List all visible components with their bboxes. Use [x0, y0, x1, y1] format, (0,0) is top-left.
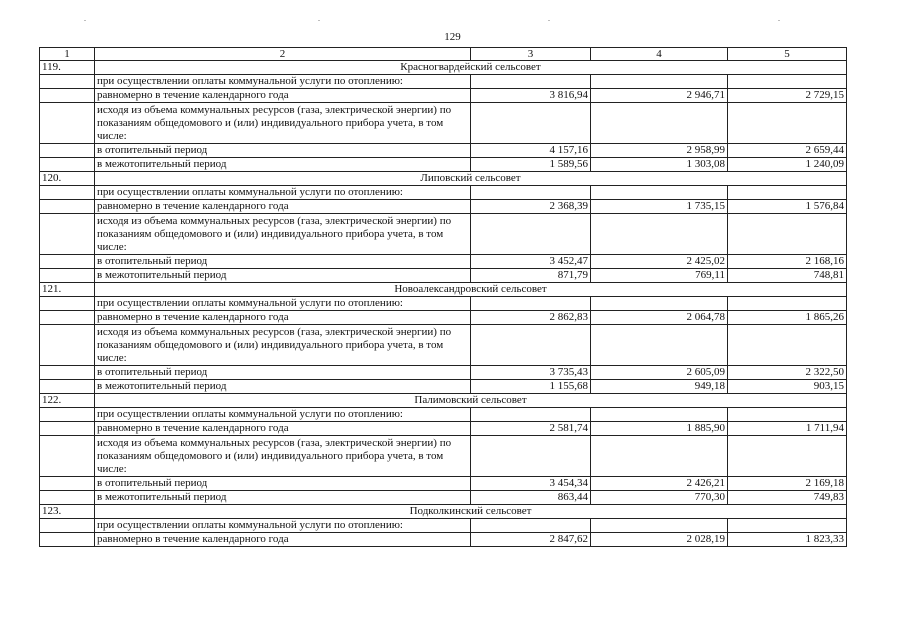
- row-label: в межотопительный период: [95, 269, 471, 283]
- empty-number-cell: [40, 491, 95, 505]
- empty-number-cell: [40, 477, 95, 491]
- table-row: [40, 144, 847, 158]
- value-cell-5: 748,81: [728, 269, 847, 283]
- scan-dot: .: [548, 14, 550, 23]
- value-cell-5: 903,15: [728, 380, 847, 394]
- row-label: в отопительный период: [95, 366, 471, 380]
- value-cell-4: 2 946,71: [591, 89, 728, 103]
- value-cell-4: 1 885,90: [591, 422, 728, 436]
- empty-number-cell: [40, 380, 95, 394]
- value-cell-4: 1 303,08: [591, 158, 728, 172]
- value-cell-5: [728, 103, 847, 144]
- empty-number-cell: [40, 533, 95, 547]
- tariff-table: [39, 47, 847, 547]
- row-label: равномерно в течение календарного года: [95, 89, 471, 103]
- value-cell-3: 3 454,34: [471, 477, 591, 491]
- empty-number-cell: [40, 366, 95, 380]
- scan-dot: .: [84, 14, 86, 23]
- table-row: [40, 200, 847, 214]
- value-cell-3: [471, 297, 591, 311]
- value-cell-5: 1 240,09: [728, 158, 847, 172]
- value-cell-3: [471, 186, 591, 200]
- row-label: в межотопительный период: [95, 491, 471, 505]
- empty-number-cell: [40, 422, 95, 436]
- table-row: [40, 297, 847, 311]
- empty-number-cell: [40, 311, 95, 325]
- section-name: Подколкинский сельсовет: [95, 505, 847, 519]
- section-header-row: [40, 283, 847, 297]
- empty-number-cell: [40, 255, 95, 269]
- empty-number-cell: [40, 186, 95, 200]
- table-row: [40, 186, 847, 200]
- section-name: Липовский сельсовет: [95, 172, 847, 186]
- value-cell-3: [471, 436, 591, 477]
- tariff-table-body: [40, 48, 847, 547]
- value-cell-5: 2 659,44: [728, 144, 847, 158]
- value-cell-4: [591, 519, 728, 533]
- row-label: исходя из объема коммунальных ресурсов (газа, электрической энергии) по показаниям общедомового и (или) индивидуального прибора учета, в том числе:: [95, 103, 471, 144]
- section-number: 121.: [40, 283, 95, 297]
- row-label: в отопительный период: [95, 144, 471, 158]
- value-cell-3: [471, 408, 591, 422]
- value-cell-4: 2 425,02: [591, 255, 728, 269]
- value-cell-5: 1 711,94: [728, 422, 847, 436]
- row-label: в межотопительный период: [95, 158, 471, 172]
- row-label: равномерно в течение календарного года: [95, 422, 471, 436]
- empty-number-cell: [40, 214, 95, 255]
- empty-number-cell: [40, 75, 95, 89]
- table-row: [40, 477, 847, 491]
- empty-number-cell: [40, 144, 95, 158]
- table-row: [40, 311, 847, 325]
- table-row: [40, 366, 847, 380]
- value-cell-3: 1 155,68: [471, 380, 591, 394]
- empty-number-cell: [40, 519, 95, 533]
- table-row: [40, 269, 847, 283]
- section-name: Палимовский сельсовет: [95, 394, 847, 408]
- value-cell-3: 2 581,74: [471, 422, 591, 436]
- scan-dot: .: [318, 14, 320, 23]
- value-cell-3: 2 862,83: [471, 311, 591, 325]
- table-row: [40, 214, 847, 255]
- value-cell-5: 1 865,26: [728, 311, 847, 325]
- row-label: равномерно в течение календарного года: [95, 311, 471, 325]
- value-cell-3: [471, 214, 591, 255]
- scan-dot: .: [778, 14, 780, 23]
- value-cell-5: 2 169,18: [728, 477, 847, 491]
- value-cell-4: [591, 408, 728, 422]
- column-header-3: 3: [471, 48, 591, 61]
- column-header-1: 1: [40, 48, 95, 61]
- empty-number-cell: [40, 297, 95, 311]
- value-cell-4: [591, 325, 728, 366]
- section-header-row: [40, 505, 847, 519]
- row-label: при осуществлении оплаты коммунальной услуги по отоплению:: [95, 408, 471, 422]
- section-name: Красногвардейский сельсовет: [95, 61, 847, 75]
- value-cell-4: [591, 214, 728, 255]
- value-cell-5: 1 576,84: [728, 200, 847, 214]
- value-cell-5: [728, 186, 847, 200]
- value-cell-5: [728, 519, 847, 533]
- value-cell-3: [471, 325, 591, 366]
- value-cell-3: 2 368,39: [471, 200, 591, 214]
- table-row: [40, 408, 847, 422]
- value-cell-3: 1 589,56: [471, 158, 591, 172]
- empty-number-cell: [40, 158, 95, 172]
- value-cell-4: 2 958,99: [591, 144, 728, 158]
- table-row: [40, 533, 847, 547]
- row-label: в межотопительный период: [95, 380, 471, 394]
- section-name: Новоалександровский сельсовет: [95, 283, 847, 297]
- value-cell-4: 2 064,78: [591, 311, 728, 325]
- value-cell-4: 2 426,21: [591, 477, 728, 491]
- empty-number-cell: [40, 89, 95, 103]
- value-cell-5: [728, 75, 847, 89]
- value-cell-3: [471, 519, 591, 533]
- table-row: [40, 255, 847, 269]
- table-row: [40, 103, 847, 144]
- value-cell-4: [591, 75, 728, 89]
- value-cell-4: 2 605,09: [591, 366, 728, 380]
- table-row: [40, 422, 847, 436]
- empty-number-cell: [40, 103, 95, 144]
- table-row: [40, 89, 847, 103]
- value-cell-5: 2 322,50: [728, 366, 847, 380]
- value-cell-3: 4 157,16: [471, 144, 591, 158]
- value-cell-3: 871,79: [471, 269, 591, 283]
- section-header-row: [40, 394, 847, 408]
- column-header-4: 4: [591, 48, 728, 61]
- row-label: в отопительный период: [95, 477, 471, 491]
- empty-number-cell: [40, 200, 95, 214]
- table-row: [40, 436, 847, 477]
- value-cell-3: [471, 75, 591, 89]
- section-number: 119.: [40, 61, 95, 75]
- row-label: при осуществлении оплаты коммунальной услуги по отоплению:: [95, 297, 471, 311]
- value-cell-3: 863,44: [471, 491, 591, 505]
- row-label: исходя из объема коммунальных ресурсов (газа, электрической энергии) по показаниям общедомового и (или) индивидуального прибора учета, в том числе:: [95, 325, 471, 366]
- table-row: [40, 491, 847, 505]
- table-row: [40, 519, 847, 533]
- value-cell-4: 949,18: [591, 380, 728, 394]
- value-cell-3: [471, 103, 591, 144]
- empty-number-cell: [40, 325, 95, 366]
- value-cell-5: 1 823,33: [728, 533, 847, 547]
- column-header-5: 5: [728, 48, 847, 61]
- empty-number-cell: [40, 269, 95, 283]
- value-cell-4: [591, 103, 728, 144]
- value-cell-5: [728, 408, 847, 422]
- row-label: равномерно в течение календарного года: [95, 533, 471, 547]
- value-cell-4: [591, 186, 728, 200]
- value-cell-5: [728, 325, 847, 366]
- empty-number-cell: [40, 408, 95, 422]
- value-cell-5: [728, 436, 847, 477]
- table-row: [40, 158, 847, 172]
- column-header-2: 2: [95, 48, 471, 61]
- value-cell-3: 2 847,62: [471, 533, 591, 547]
- row-label: исходя из объема коммунальных ресурсов (газа, электрической энергии) по показаниям общедомового и (или) индивидуального прибора учета, в том числе:: [95, 436, 471, 477]
- value-cell-5: 2 168,16: [728, 255, 847, 269]
- value-cell-4: 769,11: [591, 269, 728, 283]
- page-number: 129: [444, 31, 461, 43]
- value-cell-5: 2 729,15: [728, 89, 847, 103]
- value-cell-4: [591, 297, 728, 311]
- row-label: при осуществлении оплаты коммунальной услуги по отоплению:: [95, 186, 471, 200]
- value-cell-4: 2 028,19: [591, 533, 728, 547]
- value-cell-5: [728, 214, 847, 255]
- row-label: в отопительный период: [95, 255, 471, 269]
- section-header-row: [40, 172, 847, 186]
- section-number: 123.: [40, 505, 95, 519]
- row-label: исходя из объема коммунальных ресурсов (газа, электрической энергии) по показаниям общедомового и (или) индивидуального прибора учета, в том числе:: [95, 214, 471, 255]
- column-number-header: [40, 48, 847, 61]
- section-number: 120.: [40, 172, 95, 186]
- value-cell-3: 3 735,43: [471, 366, 591, 380]
- value-cell-5: [728, 297, 847, 311]
- row-label: равномерно в течение календарного года: [95, 200, 471, 214]
- value-cell-4: 770,30: [591, 491, 728, 505]
- value-cell-3: 3 816,94: [471, 89, 591, 103]
- value-cell-3: 3 452,47: [471, 255, 591, 269]
- value-cell-4: [591, 436, 728, 477]
- value-cell-5: 749,83: [728, 491, 847, 505]
- section-number: 122.: [40, 394, 95, 408]
- value-cell-4: 1 735,15: [591, 200, 728, 214]
- table-row: [40, 380, 847, 394]
- table-row: [40, 325, 847, 366]
- table-row: [40, 75, 847, 89]
- row-label: при осуществлении оплаты коммунальной услуги по отоплению:: [95, 75, 471, 89]
- empty-number-cell: [40, 436, 95, 477]
- section-header-row: [40, 61, 847, 75]
- row-label: при осуществлении оплаты коммунальной услуги по отоплению:: [95, 519, 471, 533]
